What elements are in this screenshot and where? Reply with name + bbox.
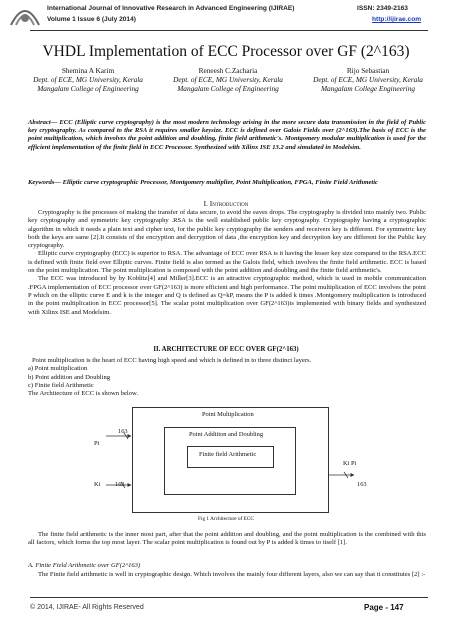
issn: ISSN: 2349-2163 — [357, 5, 408, 12]
author-3 — [298, 66, 438, 93]
volume-issue: Volume 1 Issue 6 (July 2014) — [47, 16, 136, 23]
author-college: Mangalam College Engineering — [320, 84, 416, 93]
section-number: I. — [203, 199, 208, 208]
point-addition-doubling-label: Point Addition and Doubling — [189, 431, 264, 438]
author-college: Mangalam College of Engineering — [177, 84, 279, 93]
footer-rule — [30, 597, 428, 598]
section-number: II. — [153, 346, 161, 353]
author-name: Reneesh C.Zacharia — [198, 66, 258, 75]
paragraph: The finite field arithmetic is the inner most part, after that the point addition and doubling, and the point multiplication is the combined with this all factors, which forms the top most layer. The scalar point multiplication is found out by P is added k times to itself [1]. — [28, 531, 426, 547]
figure-caption: Fig 1 Architecture of ECC — [198, 516, 254, 522]
architecture-diagram — [82, 405, 372, 513]
paragraph: Point multiplication is the heart of ECC having high speed and which is defined in to three distinct layers. — [32, 357, 312, 364]
input-ki-label: Ki — [94, 481, 101, 488]
author-dept: Dept. of ECE, MG University, Kerala — [33, 75, 143, 84]
output-kipi-label: Ki Pi — [343, 460, 357, 467]
author-1 — [18, 66, 158, 93]
section-heading-introduction — [0, 199, 452, 208]
list-item: c) Finite field Arithmetic — [28, 381, 94, 389]
subsection-heading: A. Finite Field Arithmetic over GF(2^163) — [28, 562, 141, 569]
section-title: ARCHITECTURE OF ECC OVER GF(2^163) — [161, 346, 299, 353]
author-dept: Dept. of ECE, MG University, Kerala — [173, 75, 283, 84]
input-pi-label: Pi — [94, 440, 100, 447]
list-item: a) Point multiplication — [28, 365, 88, 373]
copyright: © 2014, IJIRAE- All Rights Reserved — [30, 604, 144, 611]
introduction-text — [28, 209, 426, 317]
paragraph: The ECC was introduced by by Koblitz[4] and Miller[3].ECC is an attractive cryptographic method, which is used in mobile communication .FPGA implementation of ECC processor over GF(2^163) is more efficient and high performance. The point multiplication of ECC involves the point P which on the elliptic curve E and k is the integer and Q is defined as Q=kP, means the P is added k times .Montgomery multiplication is introduced in the point multiplication in ECC processor[5]. The scalar point multiplication over GF(2^163)is implemented with binary fields and synthesized with Xilinx ISE and Modelsim. — [28, 275, 426, 316]
architecture-description — [28, 531, 426, 548]
abstract: Abstract— ECC (Elliptic curve cryptography) is the most modern technology arising in the more secure data transmission in the field of Public key cryptography. As compared to the RSA it requires smaller keysize. ECC is defined over Galois Fields over (2^163).The basis of ECC is the point multiplication, which involves the point addition and doubling, finite field arithmetic's. Montgomery modular multiplication is used for the efficient implementation of the finite field in ECC Processor. Synthesized with Xilinx ISE 13.2 and simulated in Modelsim. — [28, 119, 426, 151]
header-rule — [30, 30, 428, 31]
point-multiplication-label: Point Multiplication — [202, 411, 254, 418]
list-item: b) Point addition and Doubling — [28, 373, 111, 381]
bitwidth-label: 163 — [118, 428, 128, 435]
list-item: The Architecture of ECC is shown below. — [28, 390, 138, 398]
journal-logo — [8, 3, 42, 27]
keywords: Keywords— Elliptic curve cryptographic Processor, Montgomery multiplier, Point Multiplication, FPGA, Finite Field Arithmetic — [28, 179, 378, 186]
paragraph: Elliptic curve cryptography (ECC) is superior to RSA. The advantage of ECC over RSA is it having the lesser key size compared to the RSA.ECC is defined with finite field over Elliptic curves. Finite field is also termed as the Galois field, which involves the finite field arithmetic. ECC is based on the point multiplication. The point multiplication is composed with the point addition and doubling and the finite field arithmetic's. — [28, 250, 426, 275]
author-name: Shemina A Karim — [61, 66, 115, 75]
author-name: Rijo Sebastian — [346, 66, 390, 75]
journal-name: International Journal of Innovative Research in Advanced Engineering (IJIRAE) — [47, 5, 295, 12]
diagram-arrows — [82, 405, 372, 513]
bitwidth-label: 163 — [115, 481, 125, 488]
subsection-text — [28, 571, 426, 579]
journal-url-link[interactable]: http://ijirae.com — [372, 16, 422, 23]
author-dept: Dept. of ECE, MG University, Kerala — [313, 75, 423, 84]
paragraph: The Finite field arithmetic is well in cryptographic design. Which involves the mainly four different layers, also we can say that it constitutes [2] :- — [38, 571, 426, 578]
page-number: Page - 147 — [364, 603, 404, 612]
paragraph: Cryptography is the processes of making the transfer of data secure, to avoid the eaves drops. The cryptography is divided into mainly two. Public key cryptography and symmetric key cryptography .RSA is the well established public key cryptography. Cryptography having a cryptographic algorithm in which it needs a plain text and cipher text, for the public key cryptography the senders and receivers key is different. For symmetric key both the keys are same [2].It consists of the encryption and decryption of data ,the encryption key and decryption key are different for the Public key cryptography. — [28, 209, 426, 250]
section-title: Introduction — [209, 199, 249, 208]
section-heading-architecture — [0, 346, 452, 353]
author-2 — [158, 66, 298, 93]
paper-title: VHDL Implementation of ECC Processor over GF (2^163) — [42, 43, 410, 60]
author-college: Mangalam College of Engineering — [37, 84, 139, 93]
architecture-intro — [28, 357, 426, 398]
finite-field-arithmetic-label: Finite field Arithmetic — [199, 451, 257, 458]
bitwidth-label: 163 — [357, 481, 367, 488]
